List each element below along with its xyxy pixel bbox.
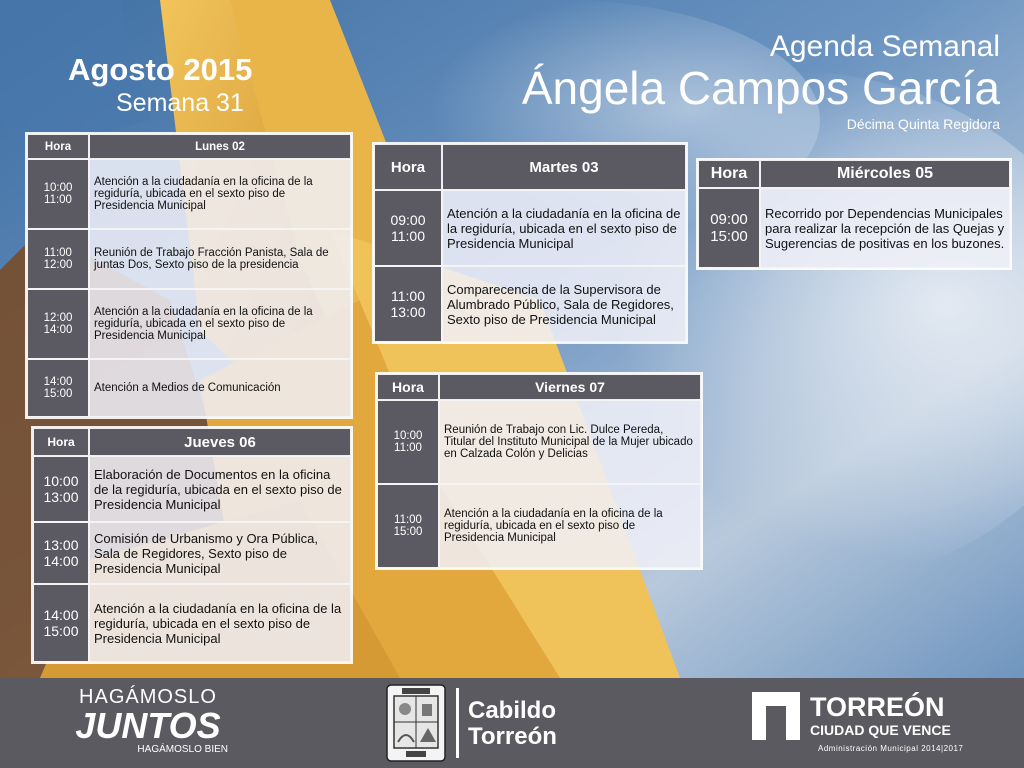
hora-header: Hora [374, 144, 442, 190]
description-cell: Comisión de Urbanismo y Ora Pública, Sala de Regidores, Sexto piso de Presidencia Municipal [89, 522, 351, 584]
torreon-caps-text: TORREÓN [810, 692, 945, 722]
table-row [698, 188, 1010, 268]
torreon-logo [752, 692, 962, 760]
time-cell: 14:00 15:00 [27, 359, 89, 417]
hora-header: Hora [698, 160, 760, 188]
agenda-heading [522, 30, 1000, 132]
hagamoslo-juntos-logo [68, 686, 228, 756]
time-cell: 14:00 15:00 [33, 584, 89, 662]
hagamoslo-text: HAGÁMOSLO [79, 686, 217, 708]
day-header: Jueves 06 [89, 428, 351, 456]
day-header: Martes 03 [442, 144, 686, 190]
table-row [27, 159, 351, 229]
description-cell: Comparecencia de la Supervisora de Alumbrado Público, Sala de Regidores, Sexto piso de Presidencia Municipal [442, 266, 686, 342]
table-viernes [377, 374, 701, 568]
footer-bar [0, 678, 1024, 768]
table-row [27, 359, 351, 417]
time-cell: 12:00 14:00 [27, 289, 89, 359]
table-row [374, 190, 686, 266]
divider-line [456, 688, 459, 758]
person-role: Décima Quinta Regidora [846, 116, 1000, 132]
ciudad-que-vence-text: CIUDAD QUE VENCE [810, 722, 951, 738]
description-cell: Atención a Medios de Comunicación [89, 359, 351, 417]
description-cell: Atención a la ciudadanía en la oficina de la regiduría, ubicada en el sexto piso de Presidencia Municipal [439, 484, 701, 568]
description-cell: Atención a la ciudadanía en la oficina de la regiduría, ubicada en el sexto piso de Presidencia Municipal [442, 190, 686, 266]
time-cell: 10:00 11:00 [377, 400, 439, 484]
description-cell: Recorrido por Dependencias Municipales para realizar la recepción de las Quejas y Sugerencias de positivas en los buzones. [760, 188, 1010, 268]
time-cell: 13:00 14:00 [33, 522, 89, 584]
description-cell: Reunión de Trabajo Fracción Panista, Sala de juntas Dos, Sexto piso de la presidencia [89, 229, 351, 289]
month-label: Agosto 2015 [68, 52, 253, 87]
hagamoslo-bien-text: HAGÁMOSLO BIEN [137, 744, 228, 755]
juntos-text: JUNTOS [75, 705, 221, 746]
description-cell: Reunión de Trabajo con Lic. Dulce Pereda, Titular del Instituto Municipal de la Mujer ubicado en Calzada Colón y Delicias [439, 400, 701, 484]
admin-text: Administración Municipal 2014|2017 [818, 744, 964, 753]
cabildo-text: Cabildo [468, 697, 556, 724]
agenda-title: Agenda Semanal [769, 30, 1000, 63]
day-header: Viernes 07 [439, 374, 701, 400]
table-row [27, 229, 351, 289]
hora-header: Hora [377, 374, 439, 400]
time-cell: 10:00 13:00 [33, 456, 89, 522]
time-cell: 09:00 15:00 [698, 188, 760, 268]
description-cell: Elaboración de Documentos en la oficina de la regiduría, ubicada en el sexto piso de Presidencia Municipal [89, 456, 351, 522]
table-lunes [27, 134, 351, 417]
time-cell: 11:00 12:00 [27, 229, 89, 289]
torreon-mark-icon [752, 692, 800, 740]
table-row [377, 400, 701, 484]
date-heading [68, 52, 252, 118]
table-row [33, 584, 351, 662]
table-jueves [33, 428, 351, 662]
torreon-text: Torreón [468, 723, 557, 750]
time-cell: 11:00 13:00 [374, 266, 442, 342]
coat-of-arms-icon [386, 684, 446, 762]
table-row [33, 522, 351, 584]
table-row [27, 289, 351, 359]
day-header: Miércoles 05 [760, 160, 1010, 188]
time-cell: 11:00 15:00 [377, 484, 439, 568]
time-cell: 09:00 11:00 [374, 190, 442, 266]
person-name: Ángela Campos García [521, 62, 1000, 114]
description-cell: Atención a la ciudadanía en la oficina de la regiduría, ubicada en el sexto piso de Presidencia Municipal [89, 584, 351, 662]
day-header: Lunes 02 [89, 134, 351, 159]
hora-header: Hora [33, 428, 89, 456]
week-label: Semana 31 [116, 89, 244, 117]
hora-header: Hora [27, 134, 89, 159]
table-row [33, 456, 351, 522]
table-row [374, 266, 686, 342]
cabildo-logo [468, 698, 557, 750]
description-cell: Atención a la ciudadanía en la oficina de la regiduría, ubicada en el sexto piso de Presidencia Municipal [89, 159, 351, 229]
description-cell: Atención a la ciudadanía en la oficina de la regiduría, ubicada en el sexto piso de Presidencia Municipal [89, 289, 351, 359]
time-cell: 10:00 11:00 [27, 159, 89, 229]
table-martes [374, 144, 686, 342]
table-row [377, 484, 701, 568]
table-miercoles [698, 160, 1010, 268]
